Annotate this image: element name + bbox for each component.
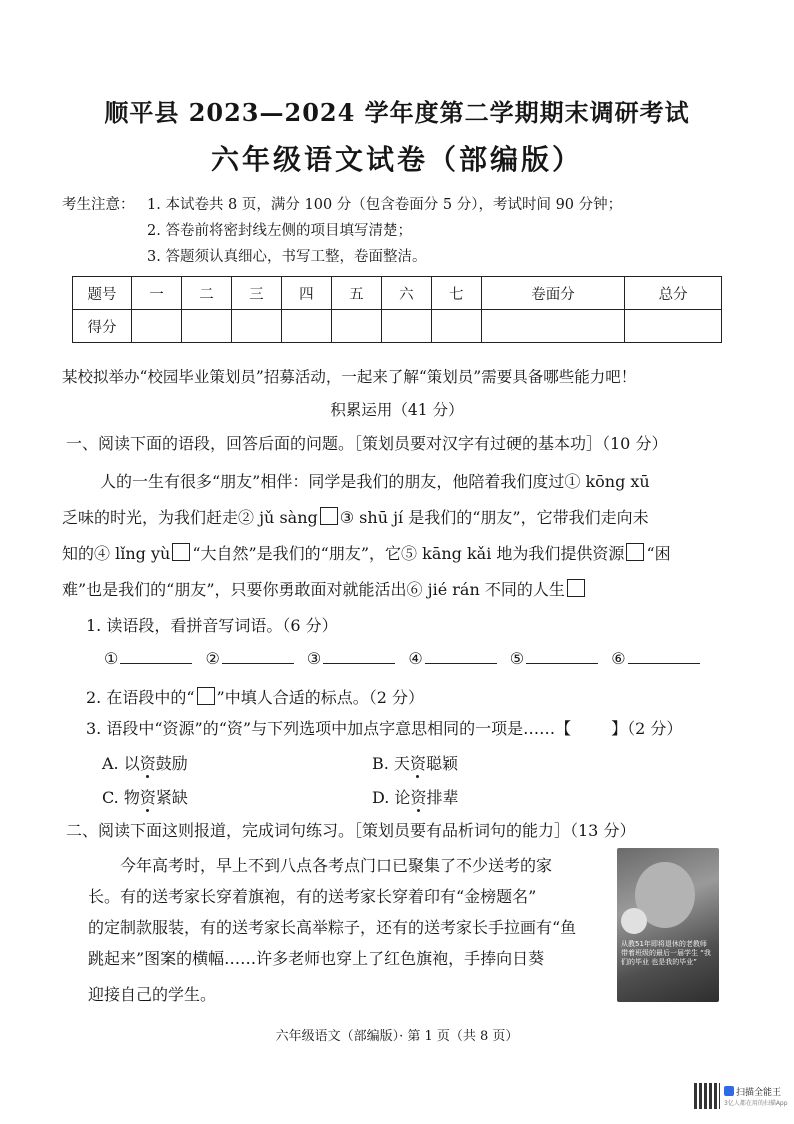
score-table-header-row — [73, 277, 722, 310]
q1-sub3 — [86, 716, 682, 739]
question-1-heading: 一、阅读下面的语段，回答后面的问题。［策划员要对汉字有过硬的基本功］（10 分） — [66, 434, 668, 453]
score-header-cell: 四 — [281, 277, 331, 310]
punctuation-box-sample — [197, 687, 215, 705]
score-cell[interactable] — [132, 310, 182, 343]
dotted-char: 资 — [139, 754, 156, 773]
answer-blank[interactable] — [628, 649, 700, 664]
dotted-char: 资 — [139, 788, 156, 807]
dotted-char: 资 — [410, 788, 427, 807]
photo-caption: 从教51年即将退休的老教师 带着班级的最后一届学生 “我们的毕业 也是我的毕业” — [621, 940, 711, 966]
passage-text: ③ shū jí 是我们的“朋友”，它带我们走向未 — [339, 508, 649, 527]
score-cell[interactable] — [231, 310, 281, 343]
notice-item-1: 1. 本试卷共 8 页，满分 100 分（包含卷面分 5 分），考试时间 90 分钟； — [147, 197, 623, 213]
option-text: 排辈 — [426, 788, 459, 807]
option-text: 鼓励 — [155, 754, 188, 773]
option-text: A. 以 — [102, 754, 140, 773]
sub3-end: 】（2 分） — [611, 719, 683, 738]
blank-number: ③ — [306, 649, 322, 668]
score-cell[interactable] — [281, 310, 331, 343]
answer-blank[interactable] — [526, 649, 598, 664]
score-cell[interactable] — [481, 310, 624, 343]
answer-blank[interactable] — [120, 649, 192, 664]
passage-text: “困 — [646, 544, 671, 563]
q2-passage-line-5: 迎接自己的学生。 — [88, 985, 217, 1004]
score-header-cell: 七 — [431, 277, 481, 310]
score-cell[interactable] — [625, 310, 722, 343]
score-header-cell: 一 — [132, 277, 182, 310]
dotted-char: 资 — [409, 754, 426, 773]
score-header-cell: 三 — [231, 277, 281, 310]
score-header-cell: 二 — [181, 277, 231, 310]
blank-number: ⑤ — [509, 649, 525, 668]
q1-sub2 — [86, 685, 424, 708]
score-cell[interactable] — [181, 310, 231, 343]
q1-answer-blanks — [104, 649, 700, 668]
sub2-text: ”中填人合适的标点。（2 分） — [216, 688, 424, 707]
q1-passage-line-4 — [62, 577, 587, 600]
option-b[interactable] — [372, 751, 458, 774]
sunflower-icon — [621, 908, 647, 934]
score-header-cell: 题号 — [73, 277, 132, 310]
q2-passage-line-3: 的定制款服装，有的送考家长高举粽子，还有的送考家长手拉画有“鱼 — [88, 918, 577, 937]
news-photo — [617, 848, 719, 1002]
passage-text: 难”也是我们的“朋友”，只要你勇敢面对就能活出⑥ jié rán 不同的人生 — [62, 580, 565, 599]
answer-blank[interactable] — [425, 649, 497, 664]
scanner-sub: 3亿人都在用的扫描App — [724, 1100, 788, 1107]
answer-blank[interactable] — [323, 649, 395, 664]
score-row-label: 得分 — [73, 310, 132, 343]
exam-subtitle: 六年级语文试卷（部编版） — [210, 143, 583, 176]
q2-passage-line-2: 长。有的送考家长穿着旗袍，有的送考家长穿着印有“金榜题名” — [88, 887, 537, 906]
passage-text: “大自然”是我们的“朋友”，它⑤ kāng kǎi 地为我们提供资源 — [192, 544, 625, 563]
score-header-cell: 总分 — [625, 277, 722, 310]
punctuation-box[interactable] — [172, 543, 190, 561]
score-cell[interactable] — [331, 310, 381, 343]
q1-sub1: 1. 读语段，看拼音写词语。（6 分） — [86, 616, 338, 635]
sub3-text: 3. 语段中“资源”的“资”与下列选项中加点字意思相同的一项是……【 — [86, 719, 572, 738]
option-text: B. 天 — [372, 754, 410, 773]
notice-label: 考生注意： — [62, 197, 135, 213]
section-title: 积累运用（41 分） — [330, 401, 464, 419]
punctuation-box[interactable] — [320, 507, 338, 525]
option-text: D. 论 — [372, 788, 411, 807]
blank-number: ④ — [408, 649, 423, 668]
blank-number: ② — [205, 649, 220, 668]
sub2-text: 2. 在语段中的“ — [86, 688, 195, 707]
scanner-logo-icon — [724, 1086, 734, 1096]
score-table — [72, 276, 722, 343]
blank-number: ① — [104, 649, 119, 668]
notice-item-3: 3. 答题须认真细心，书写工整，卷面整洁。 — [147, 249, 427, 265]
notice-item-2: 2. 答卷前将密封线左侧的项目填写清楚； — [147, 223, 412, 239]
option-d[interactable] — [372, 785, 458, 808]
score-cell[interactable] — [431, 310, 481, 343]
option-text: 紧缺 — [155, 788, 188, 807]
passage-text: 知的④ lǐng yù — [62, 544, 171, 563]
q1-passage-line-1: 人的一生有很多“朋友”相伴：同学是我们的朋友，他陪着我们度过① kōng xū — [100, 472, 650, 491]
q2-passage-line-1: 今年高考时，早上不到八点各考点门口已聚集了不少送考的家 — [120, 856, 553, 875]
scanner-watermark — [724, 1085, 788, 1107]
score-header-cell: 卷面分 — [481, 277, 624, 310]
q1-passage-line-2 — [62, 505, 649, 528]
q2-passage-line-4: 跳起来”图案的横幅……许多老师也穿上了红色旗袍，手捧向日葵 — [88, 949, 545, 968]
scanner-name: 扫描全能王 — [736, 1088, 782, 1098]
score-table-score-row — [73, 310, 722, 343]
q1-passage-line-3 — [62, 541, 671, 564]
exam-title: 顺平县 2023—2024 学年度第二学期期末调研考试 — [104, 98, 690, 127]
option-a[interactable] — [102, 751, 188, 774]
intro-text: 某校拟举办“校园毕业策划员”招募活动，一起来了解“策划员”需要具备哪些能力吧！ — [62, 368, 637, 386]
option-text: 聪颖 — [425, 754, 458, 773]
option-c[interactable] — [102, 785, 188, 808]
punctuation-box[interactable] — [626, 543, 644, 561]
punctuation-box[interactable] — [567, 579, 585, 597]
score-cell[interactable] — [381, 310, 431, 343]
score-header-cell: 五 — [331, 277, 381, 310]
answer-blank[interactable] — [222, 649, 294, 664]
option-text: C. 物 — [102, 788, 140, 807]
passage-text: 乏味的时光，为我们赶走② jǔ sàng — [62, 508, 318, 527]
score-header-cell: 六 — [381, 277, 431, 310]
qr-code-icon — [694, 1083, 720, 1109]
question-2-heading: 二、阅读下面这则报道，完成词句练习。［策划员要有品析词句的能力］（13 分） — [66, 821, 636, 840]
page-footer: 六年级语文（部编版）· 第 1 页（共 8 页） — [275, 1029, 519, 1044]
blank-number: ⑥ — [611, 649, 626, 668]
